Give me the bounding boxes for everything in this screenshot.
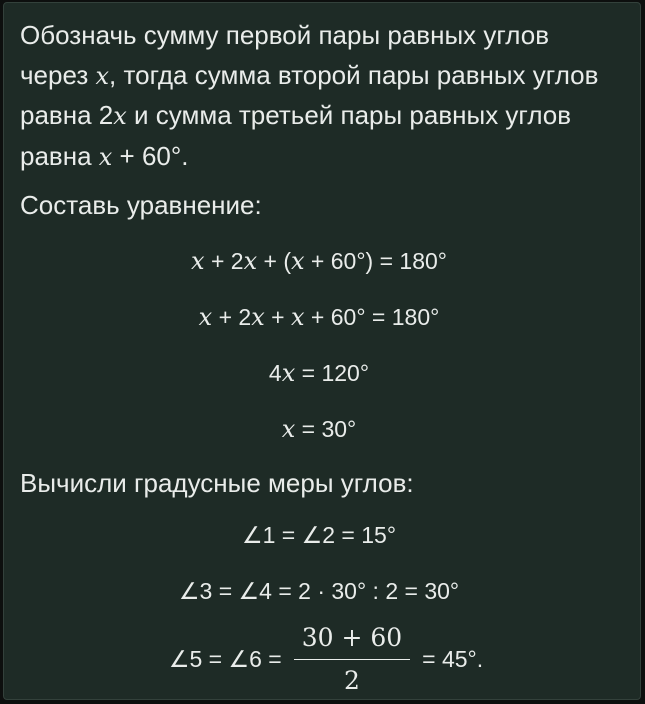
equation-var: x xyxy=(243,247,258,275)
equation-line-1 xyxy=(20,233,624,289)
equation-text: = 120° xyxy=(295,360,370,386)
equation-var: x xyxy=(291,303,305,331)
angles-line-3 xyxy=(20,621,624,698)
fraction-denominator: 2 xyxy=(343,666,360,695)
equation-text: + 2 xyxy=(204,248,244,274)
equation-text: + xyxy=(264,304,291,330)
angles-line-3-suffix: = 45°. xyxy=(422,646,484,672)
equation-text: + 60°) = 180° xyxy=(304,248,447,274)
equation-line-3 xyxy=(20,345,624,401)
variable-x: x xyxy=(98,142,113,171)
equation-var: x xyxy=(191,247,205,275)
angles-line-3-prefix: ∠5 = ∠6 = xyxy=(168,646,282,672)
equation-text: = 30° xyxy=(295,416,357,442)
angles-line-2: ∠3 = ∠4 = 2 · 30° : 2 = 30° xyxy=(178,578,460,604)
angles-heading: Вычисли градусные меры углов: xyxy=(20,468,414,498)
fraction xyxy=(294,621,410,698)
solution-card xyxy=(3,2,641,700)
equation-text: 4 xyxy=(268,360,282,386)
equation-var: x xyxy=(281,415,296,443)
variable-x: x xyxy=(95,61,110,90)
equation-var: x xyxy=(281,359,296,387)
angles-block xyxy=(20,507,624,698)
intro-text-4: + 60°. xyxy=(112,140,189,171)
angles-line-1: ∠1 = ∠2 = 15° xyxy=(241,522,397,548)
equation-var: x xyxy=(198,303,213,331)
intro-paragraph xyxy=(20,16,624,177)
equation-text: + 2 xyxy=(212,304,252,330)
fraction-numerator: 30 + 60 xyxy=(294,621,410,660)
equation-block xyxy=(20,233,624,457)
intro-text-2: , тогда сумма второй пары равных углов равна 2 xyxy=(20,59,599,130)
equation-var: x xyxy=(291,247,305,275)
equation-var: x xyxy=(251,303,265,331)
intro-text-3: и сумма третьей пары равных углов равна xyxy=(20,100,572,171)
equation-text: + ( xyxy=(257,248,291,274)
equation-heading: Составь уравнение: xyxy=(20,190,262,220)
intro-text-1: Обозначь сумму первой пары равных углов через xyxy=(20,20,550,90)
equation-line-2 xyxy=(20,289,624,345)
variable-x: x xyxy=(113,102,127,130)
equation-text: + 60° = 180° xyxy=(304,304,440,330)
equation-line-4 xyxy=(20,401,624,457)
